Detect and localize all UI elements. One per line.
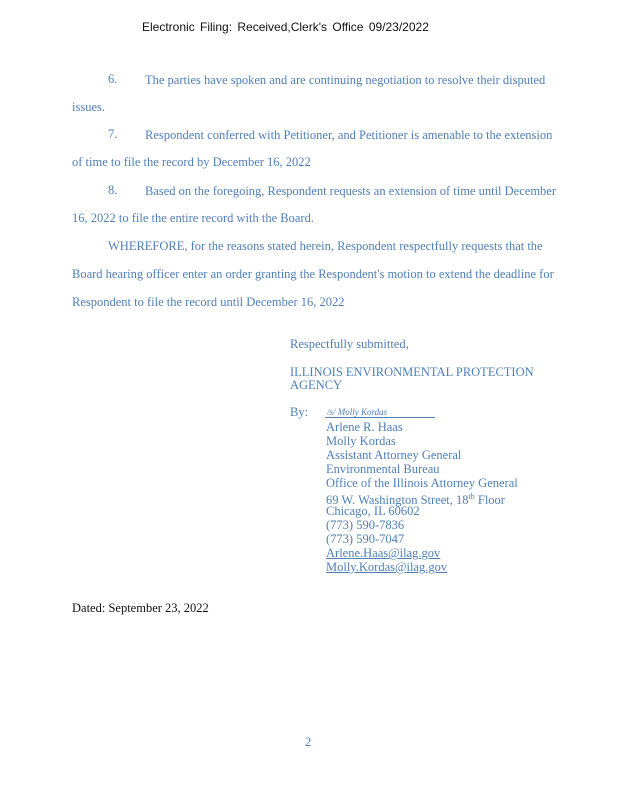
item-number: 8. xyxy=(108,183,118,197)
item-text: issues. xyxy=(72,100,105,114)
phone: (773) 590-7047 xyxy=(326,532,405,546)
item-text: The parties have spoken and are continuing negotiation to resolve their disputed xyxy=(145,73,546,87)
agency-name: AGENCY xyxy=(290,378,343,392)
email-link[interactable]: Arlene.Haas@ilag.gov xyxy=(326,546,441,560)
electronic-signature: /s/ Molly Kordas xyxy=(327,407,388,417)
wherefore-text: WHEREFORE, for the reasons stated herein, Respondent respectfully requests that the xyxy=(108,239,543,253)
signer-line: Office of the Illinois Attorney General xyxy=(326,476,518,490)
item-number: 6. xyxy=(108,72,118,86)
email-link[interactable]: Molly.Kordas@ilag.gov xyxy=(326,560,448,574)
by-label: By: xyxy=(290,405,309,419)
signature-line xyxy=(325,417,435,418)
item-number: 7. xyxy=(108,127,118,141)
wherefore-text: Board hearing officer enter an order granting the Respondent's motion to extend the deadline for xyxy=(72,267,554,281)
closing: Respectfully submitted, xyxy=(290,337,409,351)
address-floor: Floor xyxy=(474,493,505,508)
dated-line: Dated: September 23, 2022 xyxy=(72,601,209,615)
page-number: 2 xyxy=(305,735,312,749)
signer-line: Arlene R. Haas xyxy=(326,420,403,434)
signer-line: Environmental Bureau xyxy=(326,462,440,476)
address-street-text: 69 W. Washington Street, 18 xyxy=(326,493,469,508)
address-city: Chicago, IL 60602 xyxy=(326,504,420,518)
item-text: of time to file the record by December 16, 2022 xyxy=(72,155,311,169)
item-text: Respondent conferred with Petitioner, and Petitioner is amenable to the extension xyxy=(145,128,553,142)
signer-line: Molly Kordas xyxy=(326,434,396,448)
efiling-header: Electronic Filing: Received,Clerk's Office 09/23/2022 xyxy=(142,20,429,34)
phone: (773) 590-7836 xyxy=(326,518,405,532)
item-text: 16, 2022 to file the entire record with the Board. xyxy=(72,211,314,225)
signer-line: Assistant Attorney General xyxy=(326,448,462,462)
wherefore-text: Respondent to file the record until December 16, 2022 xyxy=(72,295,345,309)
item-text: Based on the foregoing, Respondent requests an extension of time until December xyxy=(145,184,557,198)
agency-name: ILLINOIS ENVIRONMENTAL PROTECTION xyxy=(290,365,534,379)
address-sup: th xyxy=(468,492,475,501)
